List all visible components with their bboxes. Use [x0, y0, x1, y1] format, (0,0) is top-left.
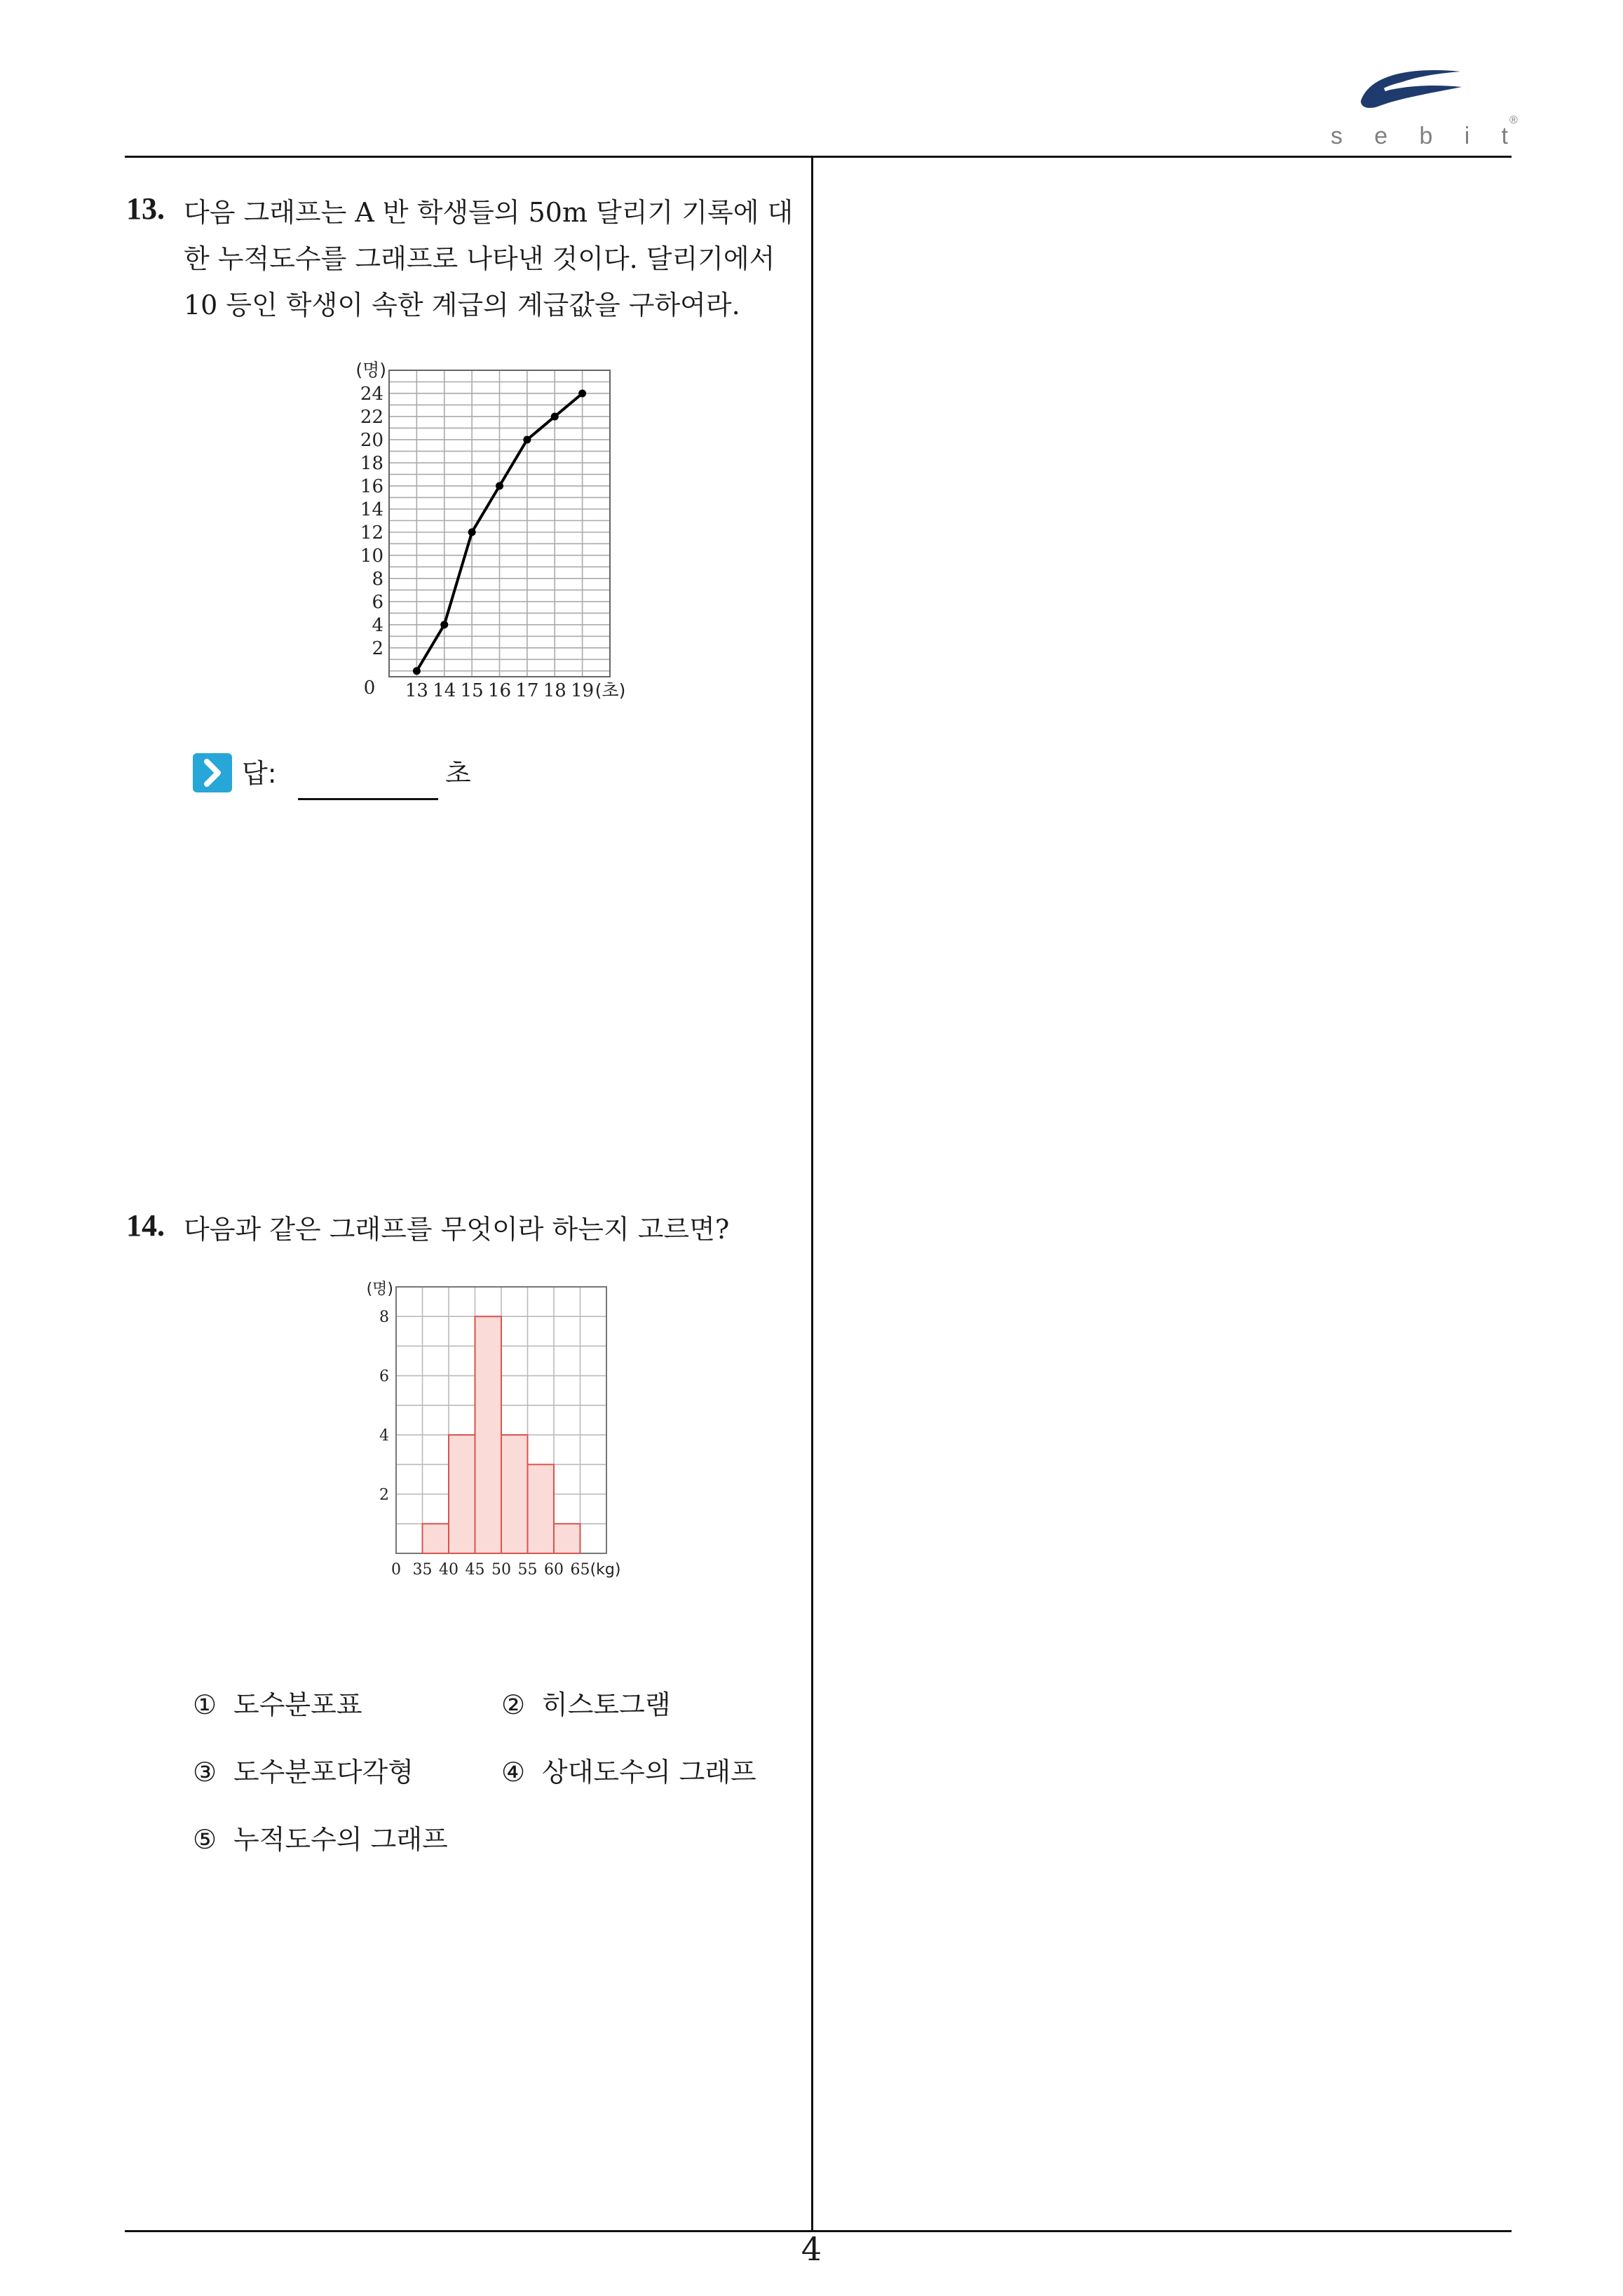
choice-1[interactable] [193, 1683, 362, 1722]
x-tick-label: 13 [405, 680, 428, 701]
x-tick-label: 18 [543, 680, 566, 701]
logo-letter: e [1374, 123, 1390, 149]
x-tick-label: 15 [460, 680, 484, 701]
y-tick-label: 8 [372, 568, 383, 590]
answer-label: 답: [242, 758, 277, 789]
question-13-line: 다음 그래프는 A 반 학생들의 50m 달리기 기록에 대 [184, 197, 794, 228]
x-tick-label: 17 [515, 680, 539, 701]
x-tick-label: 60 [544, 1561, 564, 1579]
registered-mark: ® [1509, 114, 1519, 126]
choice-mark: ⑤ [193, 1824, 217, 1855]
question-14-number: 14. [126, 1208, 165, 1243]
y-tick-label: 12 [360, 522, 383, 543]
logo-letter: b [1419, 123, 1434, 149]
choice-4[interactable] [501, 1750, 756, 1789]
question-14-line: 다음과 같은 그래프를 무엇이라 하는지 고르면? [184, 1214, 730, 1245]
y-tick-label: 6 [372, 591, 383, 613]
logo-letter: s [1331, 123, 1344, 149]
x-tick-label: 45 [465, 1561, 485, 1579]
histogram-bar [528, 1464, 555, 1553]
histogram-bar [449, 1435, 475, 1553]
question-13-line: 10 등인 학생이 속한 계급의 계급값을 구하여라. [184, 290, 740, 320]
histogram-bar [423, 1524, 449, 1553]
choice-5[interactable] [193, 1818, 448, 1856]
choice-mark: ① [193, 1689, 217, 1720]
sebit-logo-wordmark [1331, 114, 1519, 150]
sebit-logo-icon [1357, 65, 1469, 114]
question-14-text [184, 1206, 729, 1252]
choice-mark: ④ [501, 1757, 526, 1788]
choice-label: 도수분포다각형 [233, 1757, 414, 1788]
y-tick-label: 10 [360, 545, 383, 567]
y-tick-label: 18 [360, 452, 383, 474]
x-tick-label: 55 [517, 1561, 538, 1579]
answer-unit: 초 [445, 758, 471, 789]
page-number: 4 [801, 2230, 822, 2268]
y-tick-label: 24 [360, 383, 383, 405]
question-13-line: 한 누적도수를 그래프로 나타낸 것이다. 달리기에서 [184, 243, 775, 274]
choice-label: 상대도수의 그래프 [542, 1757, 756, 1788]
x-tick-label: 14 [433, 680, 456, 701]
choice-3[interactable] [193, 1750, 414, 1789]
choice-label: 도수분포표 [233, 1689, 362, 1720]
origin-label: 0 [391, 1561, 401, 1579]
weight-histogram-chart [344, 1273, 638, 1595]
choice-mark: ② [501, 1689, 526, 1720]
x-tick-label: 65 [570, 1561, 590, 1579]
logo-letter: i [1464, 123, 1472, 149]
choice-mark: ③ [193, 1757, 217, 1788]
y-tick-label: 2 [379, 1486, 389, 1504]
data-point [440, 621, 448, 628]
y-tick-label: 8 [379, 1309, 389, 1327]
histogram-bar [554, 1524, 580, 1553]
histogram-bar [475, 1316, 502, 1553]
data-point [413, 667, 421, 675]
x-tick-label: 35 [412, 1561, 433, 1579]
question-13-text [184, 189, 793, 328]
data-point [523, 435, 531, 443]
y-axis-label: (명) [366, 1281, 393, 1298]
logo-letter: t ® [1501, 114, 1519, 149]
x-tick-label: 19 [571, 680, 595, 701]
data-point [496, 482, 503, 489]
choice-2[interactable] [501, 1683, 671, 1722]
y-tick-label: 2 [372, 637, 383, 659]
x-tick-label: 50 [491, 1561, 511, 1579]
y-axis-label: (명) [355, 360, 386, 380]
y-tick-label: 4 [372, 614, 383, 636]
answer-blank[interactable] [298, 798, 438, 800]
y-tick-label: 20 [360, 429, 383, 451]
histogram-bar [501, 1435, 528, 1553]
choice-label: 누적도수의 그래프 [233, 1824, 448, 1855]
chevron-right-icon [193, 753, 232, 792]
x-tick-label: 40 [439, 1561, 459, 1579]
y-tick-label: 6 [379, 1368, 389, 1386]
x-axis-label: (kg) [590, 1561, 621, 1579]
data-point [578, 389, 586, 397]
question-13-number: 13. [126, 191, 165, 226]
y-tick-label: 22 [360, 406, 383, 428]
y-tick-label: 4 [379, 1427, 389, 1445]
cumulative-frequency-chart [337, 351, 645, 708]
y-tick-label: 16 [360, 475, 383, 497]
data-point [468, 528, 476, 536]
x-tick-label: 16 [487, 680, 512, 701]
x-axis-label: (초) [595, 680, 626, 701]
y-tick-label: 14 [360, 499, 383, 520]
header-rule [125, 156, 1512, 158]
origin-label: 0 [363, 677, 376, 698]
data-point [551, 412, 559, 420]
choice-label: 히스토그램 [542, 1689, 671, 1720]
column-divider [811, 156, 813, 2231]
